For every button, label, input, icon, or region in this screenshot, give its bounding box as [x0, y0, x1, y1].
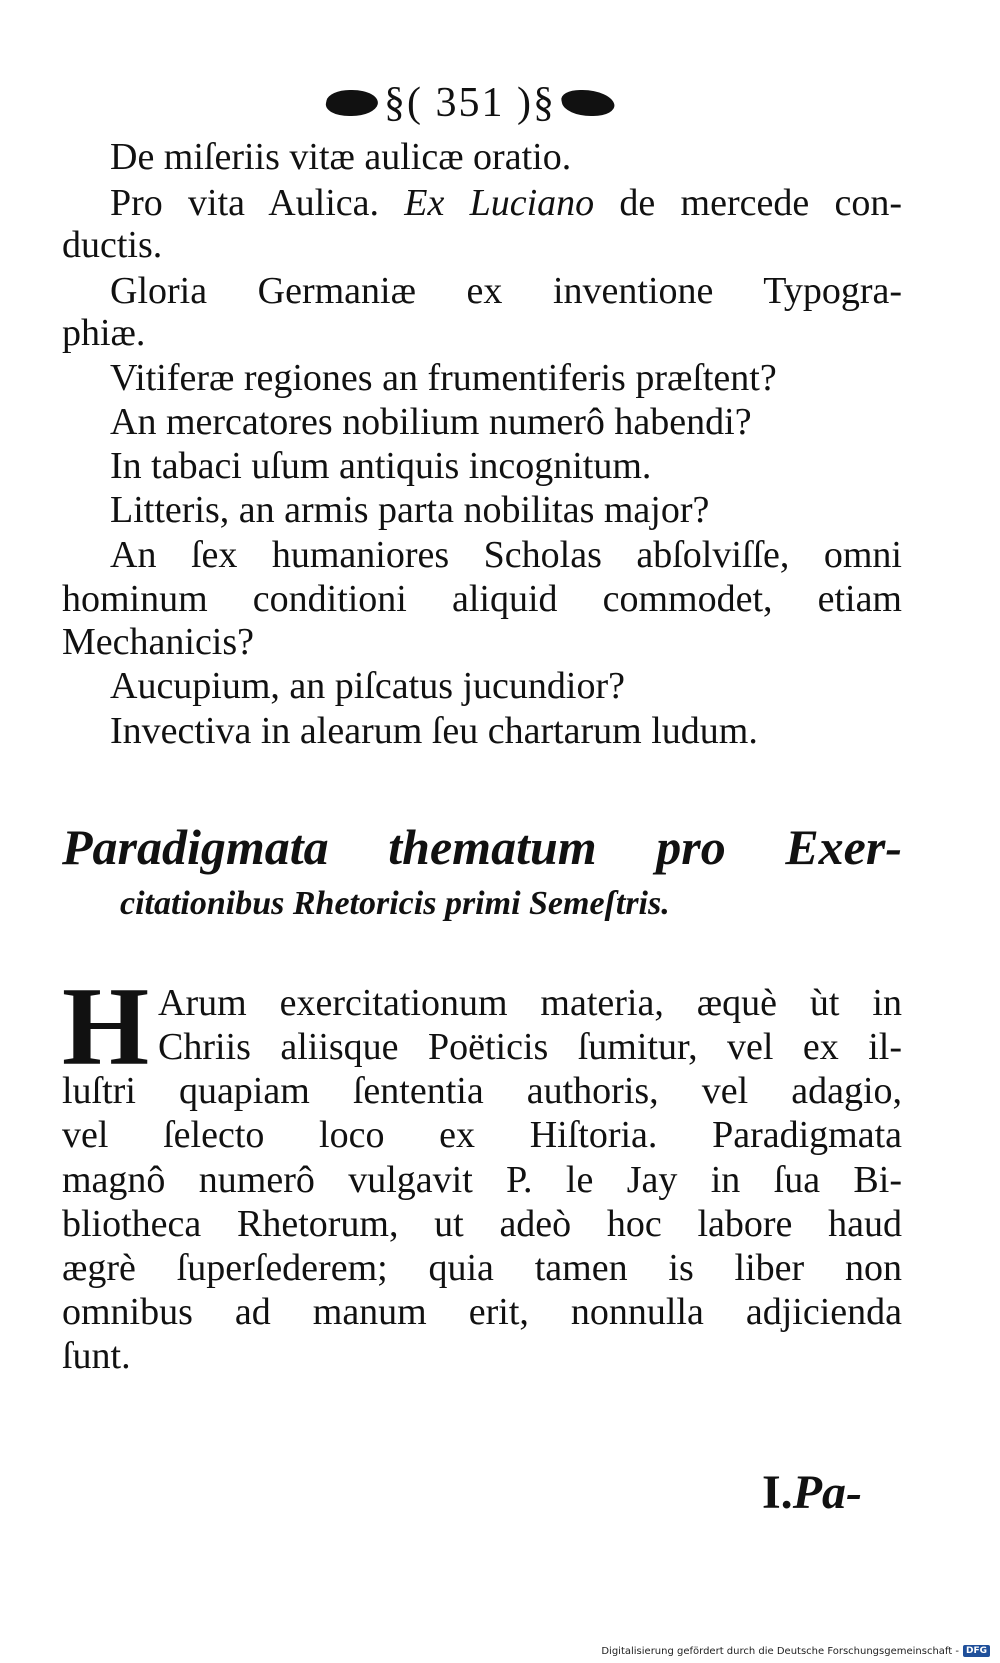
- topic-line: An mercatores nobilium numerô habendi?: [110, 401, 752, 443]
- paragraph-line: magnô numerô vulgavit P. le Jay in ſua Bi-: [62, 1159, 902, 1201]
- topic-line-continuation: phiæ.: [62, 312, 146, 354]
- topic-line: Invectiva in alearum ſeu chartarum ludum.: [110, 710, 758, 752]
- section-heading-continuation: citationibus Rhetoricis primi Semeſtris.: [120, 885, 670, 922]
- paragraph-line: bliotheca Rhetorum, ut adeò hoc labore haud: [62, 1203, 902, 1245]
- ornament-left-icon: [323, 90, 381, 116]
- page-number: §( 351 )§: [384, 80, 556, 126]
- paragraph-line: luſtri quapiam ſententia authoris, vel adagio,: [62, 1070, 902, 1112]
- dfg-logo-icon: DFG: [963, 1645, 990, 1657]
- topic-line-continuation: ductis.: [62, 224, 163, 266]
- topic-line-continuation: Mechanicis?: [62, 621, 255, 663]
- paragraph-line: omnibus ad manum erit, nonnulla adjicienda: [62, 1291, 902, 1333]
- topic-line: Gloria Germaniæ ex inventione Typogra-: [110, 270, 902, 312]
- topic-line: In tabaci uſum antiquis incognitum.: [110, 445, 652, 487]
- topic-line: Pro vita Aulica. Ex Luciano de mercede con-: [110, 182, 902, 224]
- running-head: [300, 78, 640, 128]
- drop-cap: H: [62, 965, 150, 1089]
- topic-line-continuation: hominum conditioni aliquid commodet, etiam: [62, 578, 902, 620]
- paragraph-line: ægrè ſuperſederem; quia tamen is liber non: [62, 1247, 902, 1289]
- topic-line: Vitiferæ regiones an frumentiferis præſtent?: [110, 357, 777, 399]
- topic-line: De miſeriis vitæ aulicæ oratio.: [110, 136, 572, 178]
- ornament-right-icon: [559, 90, 617, 116]
- credit-text: Digitalisierung gefördert durch die Deutsche Forschungsgemeinschaft -: [601, 1645, 959, 1657]
- paragraph-line: Chriis aliisque Poëticis ſumitur, vel ex il-: [158, 1026, 902, 1068]
- section-heading: Paradigmata thematum pro Exer-: [62, 819, 902, 875]
- catchword: I.Pa-: [762, 1466, 862, 1519]
- paragraph-line: vel ſelecto loco ex Hiſtoria. Paradigmata: [62, 1114, 902, 1156]
- digitization-credit: [601, 1645, 990, 1657]
- topic-line: Aucupium, an piſcatus jucundior?: [110, 665, 625, 707]
- topic-line: Litteris, an armis parta nobilitas major?: [110, 489, 710, 531]
- paragraph-line: Arum exercitationum materia, æquè ùt in: [158, 982, 902, 1024]
- paragraph-line: ſunt.: [62, 1335, 131, 1377]
- topic-line: An ſex humaniores Scholas abſolviſſe, omni: [110, 534, 902, 576]
